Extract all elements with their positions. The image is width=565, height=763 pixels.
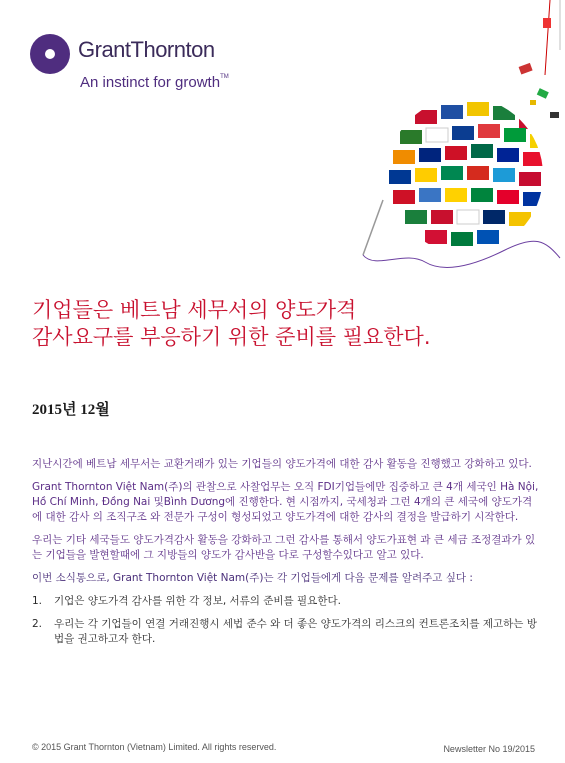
grant-thornton-mark-icon [28, 32, 72, 76]
list-item-number: 1. [32, 595, 43, 607]
brand-name: GrantThornton [78, 37, 215, 62]
headline-line-2: 감사요구를 부응하기 위한 준비를 필요한다. [32, 325, 431, 349]
list-item [32, 617, 542, 647]
list-item-text: 기업은 양도가격 감사를 위한 각 정보, 서류의 준비를 필요한다. [54, 595, 341, 607]
paragraph-2: Grant Thornton Việt Nam(주)의 관찰으로 사찰업무는 오직 FDI기업들에만 집중하고 큰 4개 세국인 Hà Nội, Hồ Chí Minh, Đồng Nai 및Bình Dương에 진행한다. 현 시점까지, 국세청과 그런 4개의 큰 세국에 양도가격에 대한 감사 의 조직구조 와 전문가 구성이 형성되었고 양도가격에 대한 감사의 결정을 발급하기 시작한다. [32, 481, 539, 523]
paragraph-1: 지난시간에 베트남 세무서는 교환거래가 있는 기업들의 양도가격에 대한 감사 활동을 진행했고 강화하고 있다. [32, 458, 532, 470]
flag-globe-illustration [355, 0, 565, 280]
paragraph-4: 이번 소식통으로, Grant Thornton Việt Nam(주)는 각 기업들에게 다음 문제를 알려주고 싶다 : [32, 572, 473, 584]
tagline: An instinct for growth™ [80, 74, 229, 91]
newsletter-number: Newsletter No 19/2015 [443, 744, 535, 754]
recommendation-list [32, 594, 542, 647]
list-item-text: 우리는 각 기업들이 연결 거래진행시 세법 준수 와 더 좋은 양도가격의 리스크의 컨트론조치를 제고하는 방법을 권고하고자 한다. [54, 618, 537, 645]
list-item [32, 594, 542, 609]
article-body [32, 457, 542, 655]
trademark: TM [220, 74, 229, 80]
paragraph-3: 우리는 기타 세국들도 양도가격감사 활동을 강화하고 그런 감사를 통해서 양도가표현 과 큰 세금 조정결과가 있는 기업들을 발현할때에 그 지방들의 양도가 감사반을 다로 구성할수있다고 알고 있다. [32, 534, 536, 561]
issue-date: 2015년 12월 [32, 402, 110, 418]
copyright: © 2015 Grant Thornton (Vietnam) Limited. All rights reserved. [32, 742, 277, 752]
headline [32, 297, 552, 351]
list-item-number: 2. [32, 618, 43, 630]
headline-line-1: 기업들은 베트남 세무서의 양도가격 [32, 298, 357, 322]
grant-thornton-logo [28, 30, 258, 100]
